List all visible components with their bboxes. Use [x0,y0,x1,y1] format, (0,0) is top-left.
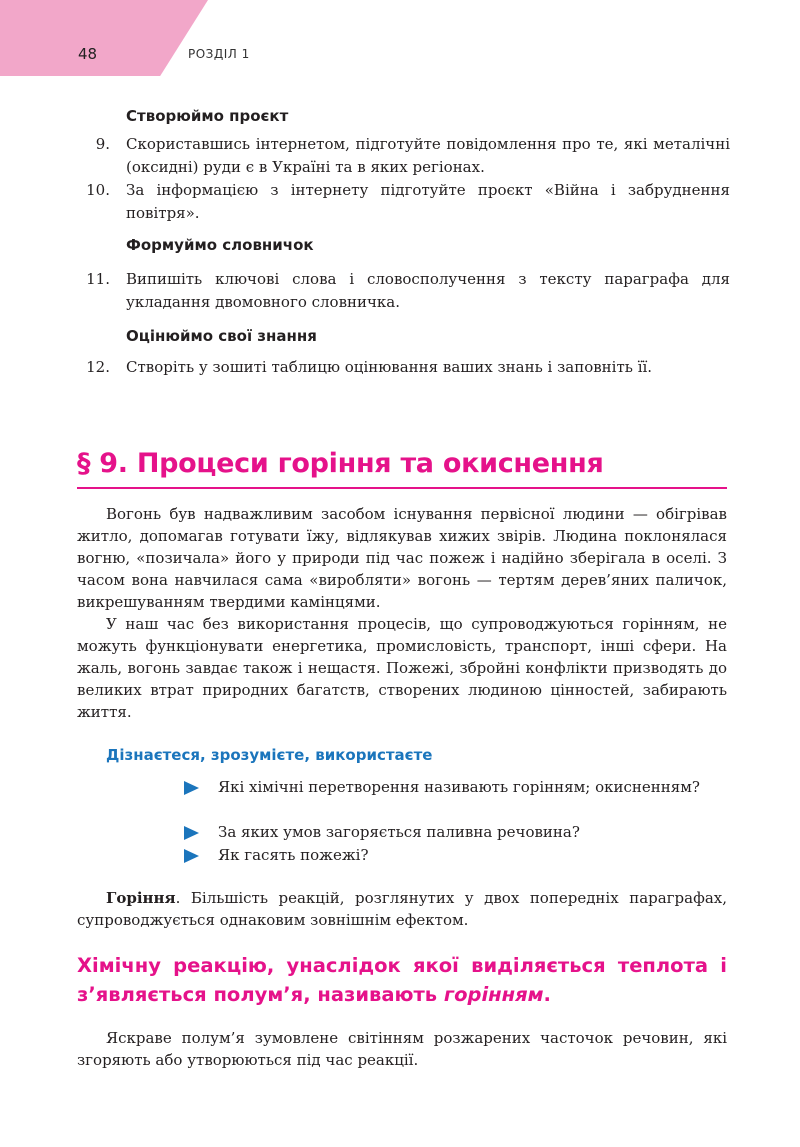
question-text: Які хімічні перетворення називають горінням; окисненням? [218,778,700,796]
task-text: За інформацією з інтернету підготуйте проєкт «Війна і забруднення повітря». [126,181,730,222]
section-label: РОЗДІЛ 1 [188,47,250,61]
task-item [70,356,730,379]
combustion-text: . Більшість реакцій, розглянутих у двох попередніх параграфах, супроводжується однаковим зовнішнім ефектом. [77,889,727,929]
question-text: Як гасять пожежі? [218,846,369,864]
subheading-project: Створюймо проєкт [126,107,289,125]
task-text: Створіть у зошиті таблицю оцінювання ваших знань і заповніть її. [126,358,653,376]
combustion-paragraph [77,887,727,931]
task-number: 9. [95,135,110,153]
task-item [70,179,730,225]
definition-box [77,951,727,1009]
section-title: § 9. Процеси горіння та окиснення [77,448,604,479]
question-item [184,821,704,844]
intro-paragraph-1: Вогонь був надважливим засобом існування первісної людини — обігрівав житло, допомагав готувати їжу, відлякував хижих звірів. Людина поклонялася вогню, «позичала» його у природи під час пожеж і надійно зберігала в оселі. З часом вона навчилася сама «виробляти» вогонь — тертям дерев’яних паличок, викрешуванням твердими камінцями. [77,505,727,611]
objectives-heading: Дізнаєтеся, зрозумієте, використаєте [106,746,433,764]
definition-term: горінням [443,983,544,1006]
combustion-term: Горіння [106,889,176,907]
task-number: 10. [86,181,110,199]
intro-paragraph-2: У наш час без використання процесів, що супроводжуються горінням, не можуть функціонувати енергетика, промисловість, транспорт, інші сфери. На жаль, вогонь завдає також і нещастя. Пожежі, збройні конфлікти призводять до великих втрат природних багатств, створених людиною цінностей, забирають життя. [77,615,727,721]
task-text: Скориставшись інтернетом, підготуйте повідомлення про те, які металічні (оксидні) руди є в Україні та в яких регіонах. [126,135,730,176]
question-item [184,776,704,799]
triangle-bullet-icon [184,826,199,840]
definition-end: . [543,983,551,1006]
task-number: 12. [86,358,110,376]
closing-paragraph: Яскраве полум’я зумовлене світінням розжарених часточок речовин, які згоряють або утворюються під час реакції. [77,1029,727,1069]
header-tab [0,0,208,76]
definition-text: Хімічну реакцію, унаслідок якої виділяється теплота і з’являється полум’я, називають [77,954,727,1006]
task-number: 11. [86,270,110,288]
task-text: Випишіть ключові слова і словосполучення з тексту параграфа для укладання двомовного словничка. [126,270,730,311]
question-item [184,844,704,867]
triangle-bullet-icon [184,849,199,863]
triangle-bullet-icon [184,781,199,795]
task-item [70,133,730,179]
subheading-glossary: Формуймо словничок [126,236,314,254]
task-item [70,268,730,314]
question-text: За яких умов загоряється паливна речовина? [218,823,580,841]
title-underline [77,487,727,489]
page-number: 48 [78,45,98,63]
subheading-assess: Оцінюймо свої знання [126,327,317,345]
